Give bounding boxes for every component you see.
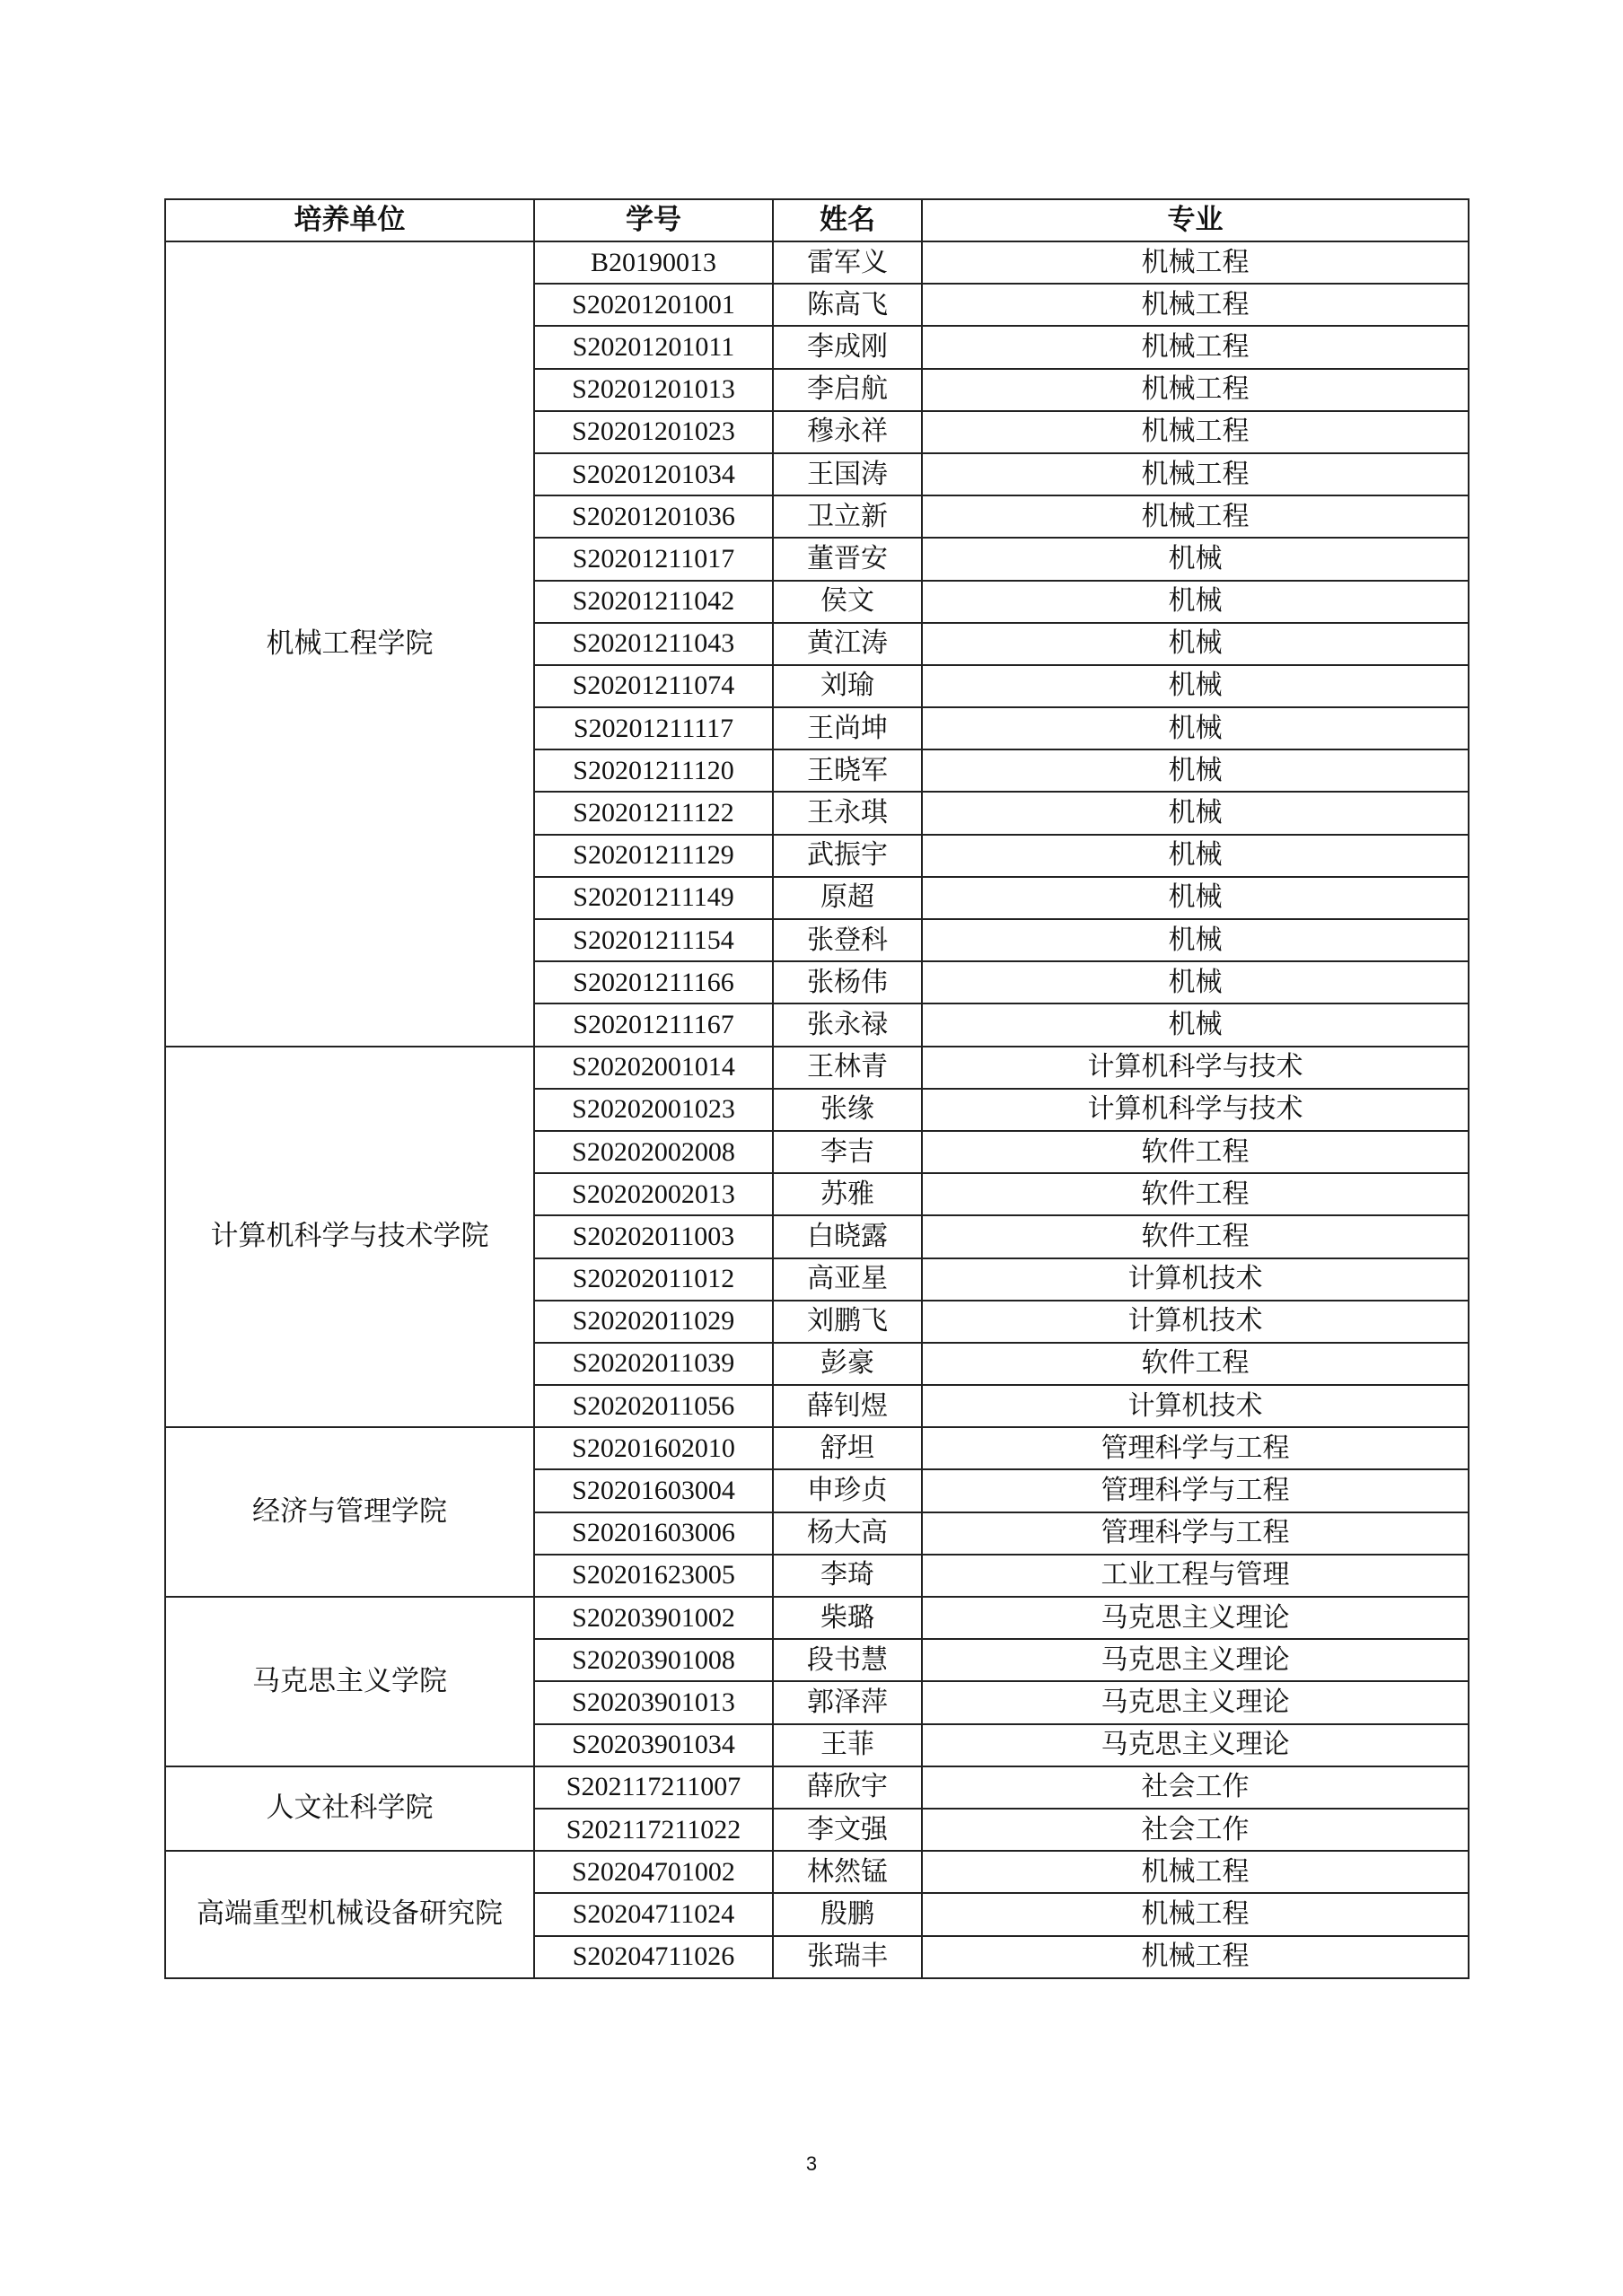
- student-name-cell: 柴璐: [773, 1597, 922, 1639]
- student-id-cell: S20202011003: [534, 1215, 773, 1258]
- student-name-cell: 郭泽萍: [773, 1681, 922, 1723]
- student-id-cell: S20201201036: [534, 495, 773, 538]
- major-cell: 社会工作: [922, 1809, 1469, 1851]
- student-id-cell: S20201211149: [534, 877, 773, 919]
- student-name-cell: 张杨伟: [773, 961, 922, 1003]
- major-cell: 机械: [922, 919, 1469, 961]
- student-id-cell: B20190013: [534, 241, 773, 284]
- major-cell: 机械: [922, 835, 1469, 877]
- major-cell: 社会工作: [922, 1766, 1469, 1809]
- student-name-cell: 王晓军: [773, 749, 922, 792]
- major-cell: 计算机科学与技术: [922, 1047, 1469, 1089]
- major-cell: 机械: [922, 581, 1469, 623]
- major-cell: 机械工程: [922, 453, 1469, 495]
- student-name-cell: 王永琪: [773, 792, 922, 834]
- student-name-cell: 张登科: [773, 919, 922, 961]
- student-name-cell: 薛钊煜: [773, 1385, 922, 1427]
- table-row: [165, 241, 1469, 284]
- student-roster-table: [164, 198, 1469, 1979]
- student-id-cell: S20202001014: [534, 1047, 773, 1089]
- student-id-cell: S20203901034: [534, 1724, 773, 1766]
- unit-cell: 人文社科学院: [165, 1766, 534, 1851]
- student-id-cell: S20201201011: [534, 326, 773, 368]
- student-id-cell: S20203901002: [534, 1597, 773, 1639]
- student-name-cell: 苏雅: [773, 1173, 922, 1215]
- major-cell: 机械工程: [922, 411, 1469, 453]
- student-id-cell: S20201201001: [534, 284, 773, 326]
- header-major: 专业: [922, 199, 1469, 241]
- major-cell: 管理科学与工程: [922, 1469, 1469, 1512]
- page-number: 3: [805, 2152, 818, 2175]
- student-name-cell: 原超: [773, 877, 922, 919]
- student-name-cell: 李成刚: [773, 326, 922, 368]
- student-id-cell: S20203901013: [534, 1681, 773, 1723]
- student-name-cell: 薛欣宇: [773, 1766, 922, 1809]
- table-row: [165, 1766, 1469, 1809]
- student-id-cell: S20201211122: [534, 792, 773, 834]
- major-cell: 管理科学与工程: [922, 1427, 1469, 1469]
- major-cell: 机械: [922, 1003, 1469, 1046]
- student-name-cell: 白晓露: [773, 1215, 922, 1258]
- major-cell: 机械: [922, 792, 1469, 834]
- student-name-cell: 刘鹏飞: [773, 1301, 922, 1343]
- student-name-cell: 李吉: [773, 1131, 922, 1173]
- student-name-cell: 陈高飞: [773, 284, 922, 326]
- student-id-cell: S20201201034: [534, 453, 773, 495]
- student-id-cell: S20201211154: [534, 919, 773, 961]
- major-cell: 机械: [922, 707, 1469, 749]
- student-id-cell: S20201211117: [534, 707, 773, 749]
- student-id-cell: S20201211120: [534, 749, 773, 792]
- student-id-cell: S20202011012: [534, 1258, 773, 1301]
- student-id-cell: S20201211129: [534, 835, 773, 877]
- major-cell: 机械工程: [922, 326, 1469, 368]
- student-id-cell: S20201201023: [534, 411, 773, 453]
- student-id-cell: S20202011029: [534, 1301, 773, 1343]
- unit-cell: 经济与管理学院: [165, 1427, 534, 1597]
- major-cell: 计算机技术: [922, 1301, 1469, 1343]
- student-id-cell: S20204711024: [534, 1893, 773, 1935]
- major-cell: 机械: [922, 538, 1469, 580]
- major-cell: 软件工程: [922, 1215, 1469, 1258]
- major-cell: 机械工程: [922, 495, 1469, 538]
- student-name-cell: 王尚坤: [773, 707, 922, 749]
- unit-cell: 高端重型机械设备研究院: [165, 1851, 534, 1978]
- student-name-cell: 张瑞丰: [773, 1936, 922, 1978]
- table-row: [165, 1597, 1469, 1639]
- major-cell: 工业工程与管理: [922, 1555, 1469, 1597]
- major-cell: 机械: [922, 961, 1469, 1003]
- student-id-cell: S20201603004: [534, 1469, 773, 1512]
- student-name-cell: 王林青: [773, 1047, 922, 1089]
- student-name-cell: 张永禄: [773, 1003, 922, 1046]
- table-row: [165, 1047, 1469, 1089]
- student-name-cell: 林然锰: [773, 1851, 922, 1893]
- student-id-cell: S20201211042: [534, 581, 773, 623]
- table-row: [165, 1851, 1469, 1893]
- major-cell: 软件工程: [922, 1343, 1469, 1385]
- major-cell: 马克思主义理论: [922, 1681, 1469, 1723]
- student-id-cell: S20202011056: [534, 1385, 773, 1427]
- student-name-cell: 彭豪: [773, 1343, 922, 1385]
- major-cell: 管理科学与工程: [922, 1512, 1469, 1555]
- major-cell: 机械: [922, 749, 1469, 792]
- student-id-cell: S20201602010: [534, 1427, 773, 1469]
- unit-cell: 机械工程学院: [165, 241, 534, 1047]
- table-header: [165, 199, 1469, 241]
- major-cell: 机械工程: [922, 1893, 1469, 1935]
- major-cell: 计算机科学与技术: [922, 1089, 1469, 1131]
- student-name-cell: 李启航: [773, 369, 922, 411]
- major-cell: 软件工程: [922, 1173, 1469, 1215]
- major-cell: 机械: [922, 665, 1469, 707]
- student-id-cell: S20202002013: [534, 1173, 773, 1215]
- student-id-cell: S20201211074: [534, 665, 773, 707]
- student-name-cell: 杨大高: [773, 1512, 922, 1555]
- unit-cell: 计算机科学与技术学院: [165, 1047, 534, 1428]
- student-name-cell: 段书慧: [773, 1639, 922, 1681]
- major-cell: 机械: [922, 623, 1469, 665]
- header-row: [165, 199, 1469, 241]
- student-id-cell: S20201211043: [534, 623, 773, 665]
- student-id-cell: S20202001023: [534, 1089, 773, 1131]
- major-cell: 马克思主义理论: [922, 1597, 1469, 1639]
- major-cell: 机械工程: [922, 1936, 1469, 1978]
- student-name-cell: 雷军义: [773, 241, 922, 284]
- header-name: 姓名: [773, 199, 922, 241]
- table-body: [165, 241, 1469, 1978]
- student-id-cell: S202117211022: [534, 1809, 773, 1851]
- major-cell: 机械工程: [922, 284, 1469, 326]
- major-cell: 机械工程: [922, 241, 1469, 284]
- student-id-cell: S202117211007: [534, 1766, 773, 1809]
- major-cell: 计算机技术: [922, 1385, 1469, 1427]
- student-name-cell: 申珍贞: [773, 1469, 922, 1512]
- major-cell: 机械: [922, 877, 1469, 919]
- student-name-cell: 张缘: [773, 1089, 922, 1131]
- student-name-cell: 殷鹏: [773, 1893, 922, 1935]
- header-unit: 培养单位: [165, 199, 534, 241]
- student-id-cell: S20201201013: [534, 369, 773, 411]
- student-name-cell: 高亚星: [773, 1258, 922, 1301]
- major-cell: 机械工程: [922, 1851, 1469, 1893]
- student-name-cell: 李文强: [773, 1809, 922, 1851]
- student-id-cell: S20204701002: [534, 1851, 773, 1893]
- table-row: [165, 1427, 1469, 1469]
- student-name-cell: 侯文: [773, 581, 922, 623]
- student-id-cell: S20201211017: [534, 538, 773, 580]
- student-id-cell: S20202002008: [534, 1131, 773, 1173]
- major-cell: 马克思主义理论: [922, 1724, 1469, 1766]
- student-name-cell: 武振宇: [773, 835, 922, 877]
- student-id-cell: S20201623005: [534, 1555, 773, 1597]
- student-name-cell: 董晋安: [773, 538, 922, 580]
- student-name-cell: 刘瑜: [773, 665, 922, 707]
- student-id-cell: S20204711026: [534, 1936, 773, 1978]
- student-name-cell: 王国涛: [773, 453, 922, 495]
- major-cell: 马克思主义理论: [922, 1639, 1469, 1681]
- student-name-cell: 黄江涛: [773, 623, 922, 665]
- student-id-cell: S20201211166: [534, 961, 773, 1003]
- student-id-cell: S20202011039: [534, 1343, 773, 1385]
- major-cell: 机械工程: [922, 369, 1469, 411]
- student-name-cell: 李琦: [773, 1555, 922, 1597]
- student-name-cell: 卫立新: [773, 495, 922, 538]
- major-cell: 计算机技术: [922, 1258, 1469, 1301]
- major-cell: 软件工程: [922, 1131, 1469, 1173]
- unit-cell: 马克思主义学院: [165, 1597, 534, 1766]
- student-name-cell: 舒坦: [773, 1427, 922, 1469]
- student-id-cell: S20201603006: [534, 1512, 773, 1555]
- student-name-cell: 王菲: [773, 1724, 922, 1766]
- student-name-cell: 穆永祥: [773, 411, 922, 453]
- student-id-cell: S20203901008: [534, 1639, 773, 1681]
- header-student-id: 学号: [534, 199, 773, 241]
- student-id-cell: S20201211167: [534, 1003, 773, 1046]
